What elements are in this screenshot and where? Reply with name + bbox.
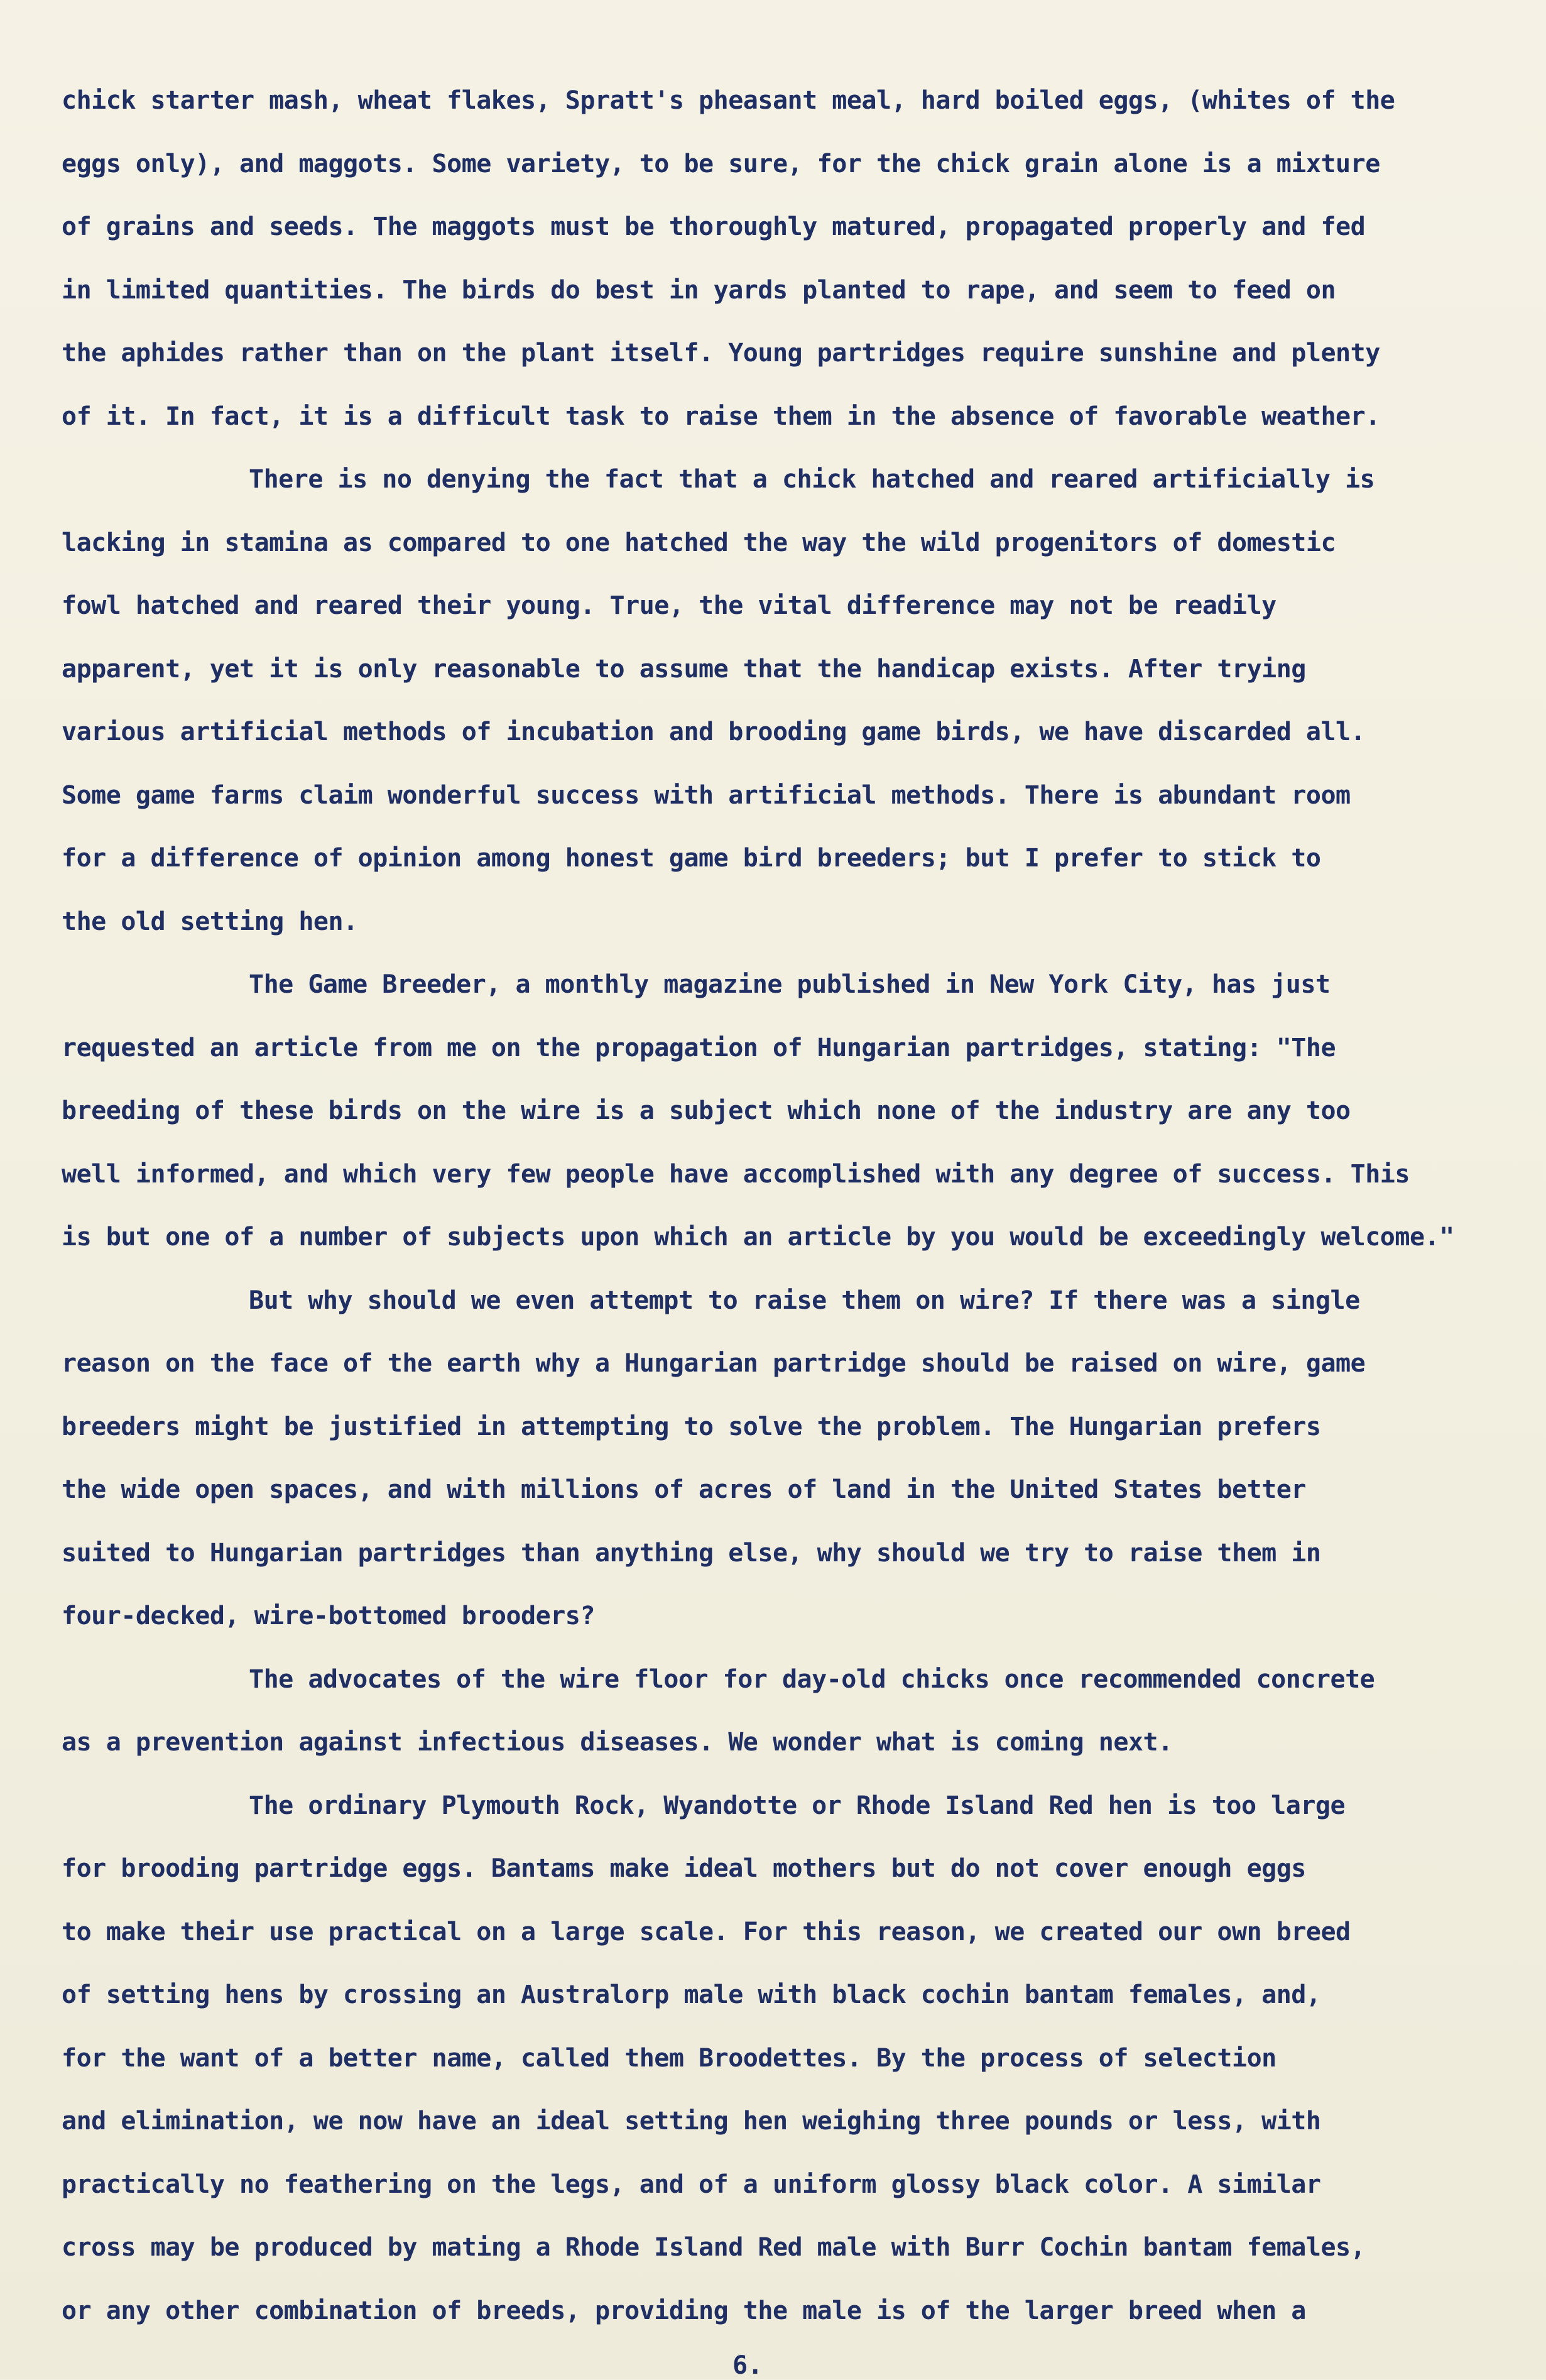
text-line: as a prevention against infectious diseases. We wonder what is coming next. <box>62 1728 1173 1757</box>
text-line: is but one of a number of subjects upon which an article by you would be exceedingly welcome." <box>62 1223 1454 1252</box>
text-line: various artificial methods of incubation and brooding game birds, we have discarded all. <box>62 718 1366 746</box>
text-line: The advocates of the wire floor for day-old chicks once recommended concrete <box>249 1664 1375 1694</box>
text-line: of grains and seeds. The maggots must be thoroughly matured, propagated properly and fed <box>62 212 1366 241</box>
text-line: of it. In fact, it is a difficult task to raise them in the absence of favorable weather. <box>62 401 1380 431</box>
text-line: reason on the face of the earth why a Hungarian partridge should be raised on wire, game <box>62 1349 1366 1378</box>
text-line: eggs only), and maggots. Some variety, to be sure, for the chick grain alone is a mixture <box>62 149 1380 178</box>
text-line: four-decked, wire-bottomed brooders? <box>62 1602 595 1630</box>
text-line: The Game Breeder, a monthly magazine published in New York City, has just <box>249 970 1331 999</box>
text-line: or any other combination of breeds, providing the male is of the larger breed when a <box>62 2296 1306 2325</box>
text-line: in limited quantities. The birds do best in yards planted to rape, and seem to feed on <box>62 275 1336 305</box>
text-line: of setting hens by crossing an Australorp male with black cochin bantam females, and, <box>62 1980 1321 2009</box>
text-line: practically no feathering on the legs, and of a uniform glossy black color. A similar <box>62 2170 1321 2199</box>
text-line: Some game farms claim wonderful success with artificial methods. There is abundant room <box>62 780 1351 810</box>
text-line: lacking in stamina as compared to one hatched the way the wild progenitors of domestic <box>62 528 1336 557</box>
text-line: to make their use practical on a large scale. For this reason, we created our own breed <box>62 1917 1351 1946</box>
text-line: suited to Hungarian partridges than anything else, why should we try to raise them in <box>62 1538 1321 1568</box>
text-line: The ordinary Plymouth Rock, Wyandotte or Rhode Island Red hen is too large <box>249 1791 1346 1820</box>
text-line: the wide open spaces, and with millions of acres of land in the United States better <box>62 1475 1306 1504</box>
text-line: fowl hatched and reared their young. True, the vital difference may not be readily <box>62 591 1277 620</box>
page-number: 6. <box>732 2351 763 2380</box>
text-line: But why should we even attempt to raise them on wire? If there was a single <box>249 1286 1360 1315</box>
text-line: cross may be produced by mating a Rhode Island Red male with Burr Cochin bantam females, <box>62 2233 1366 2262</box>
text-line: apparent, yet it is only reasonable to assume that the handicap exists. After trying <box>62 654 1306 684</box>
text-line: chick starter mash, wheat flakes, Spratt's pheasant meal, hard boiled eggs, (whites of the <box>62 86 1395 115</box>
text-line: requested an article from me on the propagation of Hungarian partridges, stating: "The <box>62 1033 1336 1062</box>
text-line: for the want of a better name, called them Broodettes. By the process of selection <box>62 2043 1277 2073</box>
text-line: breeders might be justified in attempting to solve the problem. The Hungarian prefers <box>62 1412 1321 1441</box>
text-line: well informed, and which very few people have accomplished with any degree of success. This <box>62 1159 1410 1189</box>
text-line: the aphides rather than on the plant itself. Young partridges require sunshine and plenty <box>62 339 1380 368</box>
text-line: the old setting hen. <box>62 907 358 936</box>
text-line: and elimination, we now have an ideal setting hen weighing three pounds or less, with <box>62 2107 1321 2136</box>
text-line: There is no denying the fact that a chick hatched and reared artificially is <box>249 465 1375 494</box>
text-line: breeding of these birds on the wire is a subject which none of the industry are any too <box>62 1096 1351 1125</box>
text-line: for a difference of opinion among honest game bird breeders; but I prefer to stick to <box>62 844 1321 873</box>
text-line: for brooding partridge eggs. Bantams make ideal mothers but do not cover enough eggs <box>62 1854 1306 1883</box>
typed-text-body <box>62 69 1506 2342</box>
